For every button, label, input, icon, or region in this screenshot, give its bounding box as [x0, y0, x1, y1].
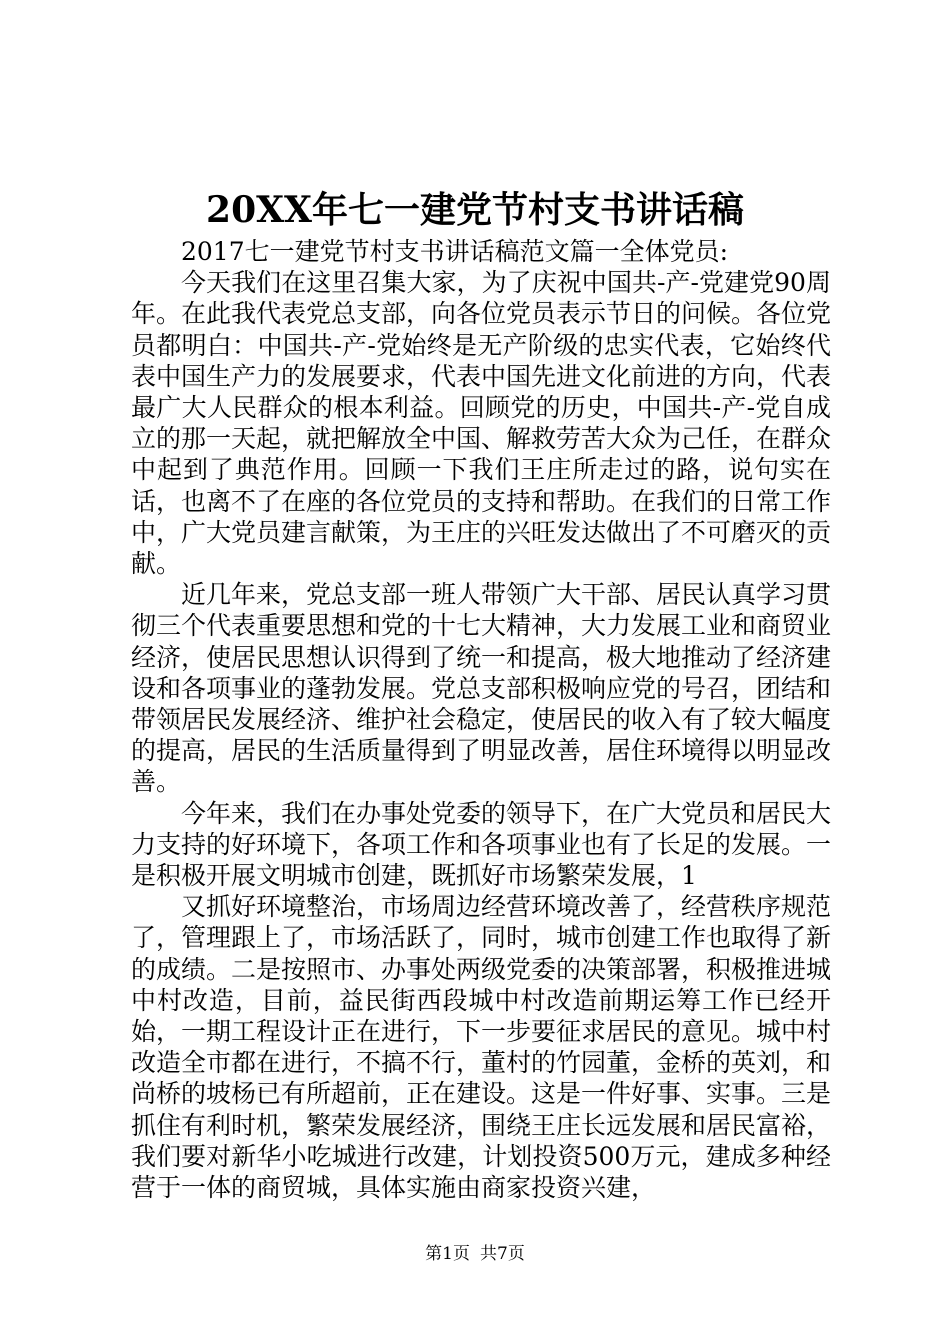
document-title: 20XX年七一建党节村支书讲话稿: [206, 189, 744, 231]
document-body: [131, 236, 831, 1203]
page-number-current: 第1页: [425, 1244, 470, 1264]
paragraph-3: 今年来，我们在办事处党委的领导下，在广大党员和居民大力支持的好环境下，各项工作和各项事业也有了长足的发展。一是积极开展文明城市创建，既抓好市场繁荣发展，1: [131, 798, 832, 891]
page-footer: [0, 1243, 950, 1265]
page-number-total: 共7页: [480, 1244, 525, 1264]
paragraph-4: 又抓好环境整治，市场周边经营环境改善了，经营秩序规范了，管理跟上了，市场活跃了，同时，城市创建工作也取得了新的成绩。二是按照市、办事处两级党委的决策部署，积极推进城中村改造，目前，益民街西段城中村改造前期运筹工作已经开始，一期工程设计正在进行，下一步要征求居民的意见。城中村改造全市都在进行，不搞不行，董村的竹园董，金桥的英刘，和尚桥的坡杨已有所超前，正在建设。这是一件好事、实事。三是抓住有利时机，繁荣发展经济，围绕王庄长远发展和居民富裕，我们要对新华小吃城进行改建，计划投资500万元，建成多种经营于一体的商贸城，具体实施由商家投资兴建，: [131, 892, 832, 1203]
paragraph-intro: 2017七一建党节村支书讲话稿范文篇一全体党员:: [181, 237, 729, 266]
paragraph-1: 今天我们在这里召集大家，为了庆祝中国共-产-党建党90周年。在此我代表党总支部，向各位党员表示节日的问候。各位党员都明白：中国共-产-党始终是无产阶级的忠实代表，它始终代表中国生产力的发展要求，代表中国先进文化前进的方向，代表最广大人民群众的根本利益。回顾党的历史，中国共-产-党自成立的那一天起，就把解放全中国、解救劳苦大众为己任，在群众中起到了典范作用。回顾一下我们王庄所走过的路，说句实在话，也离不了在座的各位党员的支持和帮助。在我们的日常工作中，广大党员建言献策，为王庄的兴旺发达做出了不可磨灭的贡献。: [131, 268, 832, 579]
paragraph-2: 近几年来，党总支部一班人带领广大干部、居民认真学习贯彻三个代表重要思想和党的十七大精神，大力发展工业和商贸业经济，使居民思想认识得到了统一和提高，极大地推动了经济建设和各项事业的蓬勃发展。党总支部积极响应党的号召，团结和带领居民发展经济、维护社会稳定，使居民的收入有了较大幅度的提高，居民的生活质量得到了明显改善，居住环境得以明显改善。: [131, 580, 832, 797]
